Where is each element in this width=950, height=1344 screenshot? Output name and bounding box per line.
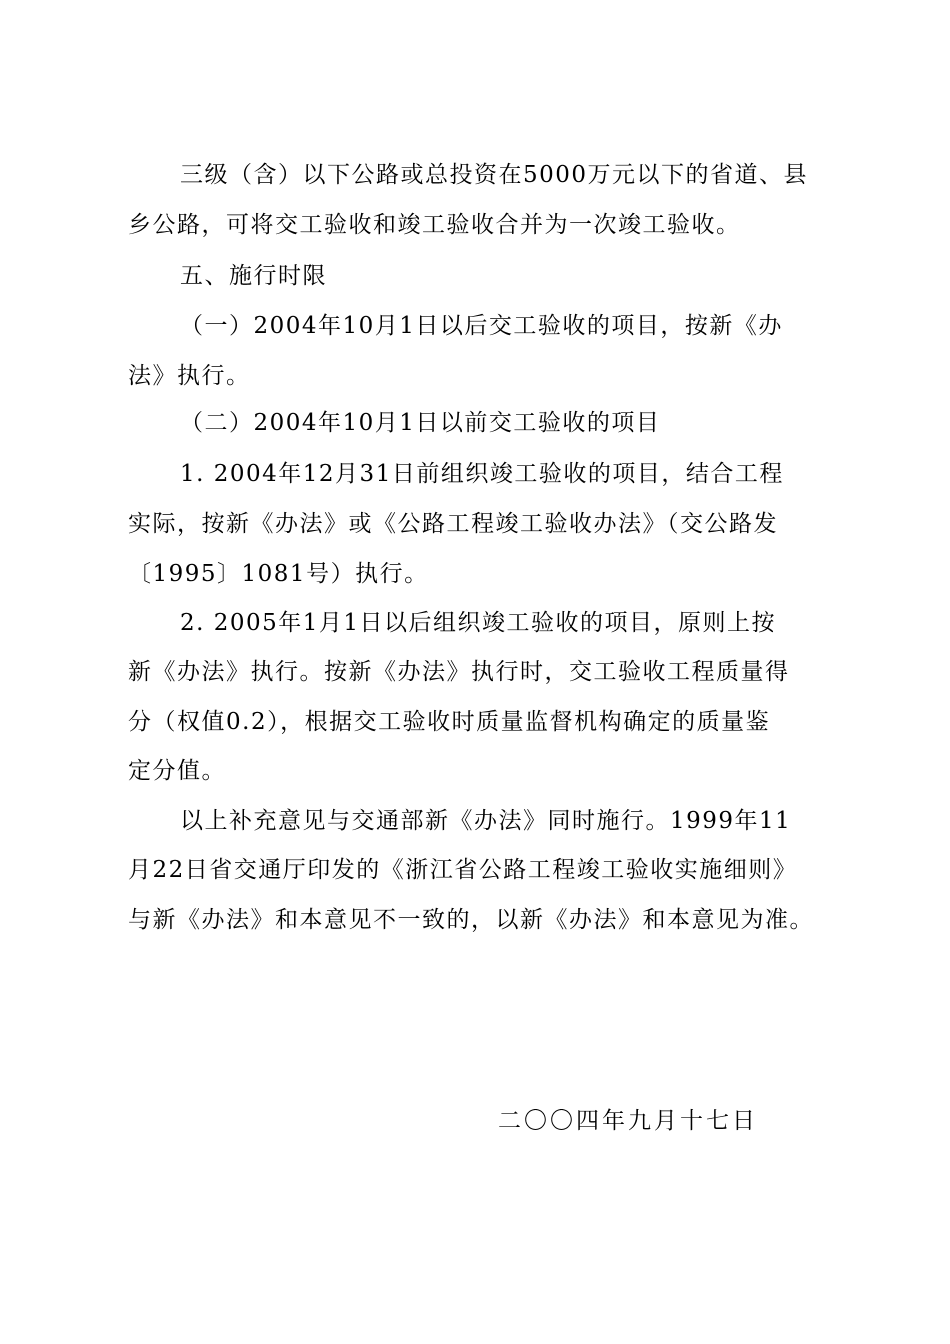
paragraph-line: 〔1995〕1081号）执行。 <box>128 561 429 587</box>
paragraph-line: 1. 2004年12月31日前组织竣工验收的项目，结合工程 <box>180 461 784 487</box>
paragraph-line: 分（权值0.2），根据交工验收时质量监督机构确定的质量鉴 <box>128 709 771 735</box>
paragraph-line: 新《办法》执行。按新《办法》执行时，交工验收工程质量得 <box>128 659 790 685</box>
paragraph-line: 实际，按新《办法》或《公路工程竣工验收办法》（交公路发 <box>128 511 778 537</box>
paragraph-line: 2. 2005年1月1日以后组织竣工验收的项目，原则上按 <box>180 610 777 636</box>
document-date: 二〇〇四年九月十七日 <box>498 1108 758 1134</box>
paragraph-line: 月22日省交通厅印发的《浙江省公路工程竣工验收实施细则》 <box>128 857 798 883</box>
paragraph-line: （一）2004年10月1日以后交工验收的项目，按新《办 <box>180 313 783 339</box>
paragraph-line: 以上补充意见与交通部新《办法》同时施行。1999年11 <box>180 808 792 834</box>
paragraph-line: 定分值。 <box>128 758 226 784</box>
paragraph-line: 三级（含）以下公路或总投资在5000万元以下的省道、县 <box>180 162 809 188</box>
section-heading: 五、施行时限 <box>180 263 327 289</box>
paragraph-line: 乡公路，可将交工验收和竣工验收合并为一次竣工验收。 <box>128 212 741 238</box>
paragraph-line: 与新《办法》和本意见不一致的，以新《办法》和本意见为准。 <box>128 907 814 933</box>
paragraph-line: （二）2004年10月1日以前交工验收的项目 <box>180 410 661 436</box>
paragraph-line: 法》执行。 <box>128 363 251 389</box>
